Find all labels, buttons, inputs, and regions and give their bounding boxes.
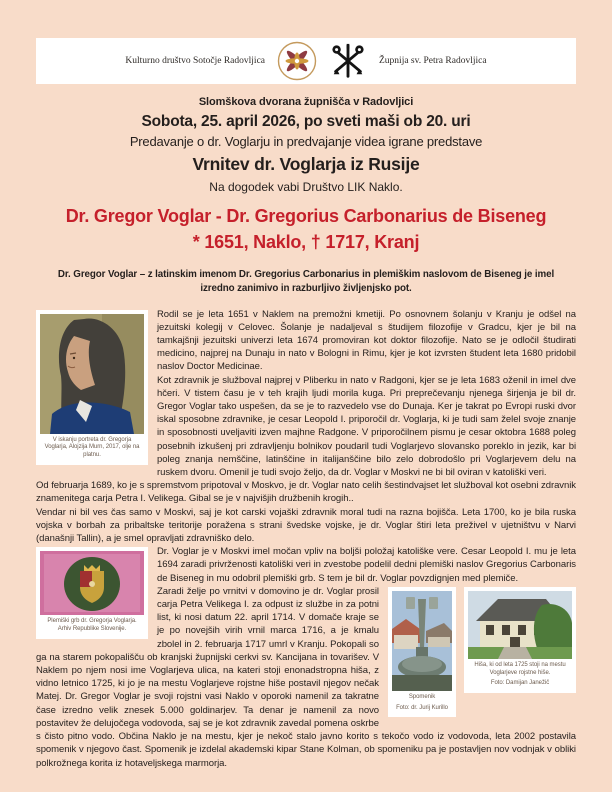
portrait-caption: V iskanju portreta dr. Gregorja Voglarja, Alojzija Murn, 2017, olje na platnu. <box>44 436 140 459</box>
house-credit: Foto: Damijan Janežič <box>490 680 550 687</box>
coat-of-arms-caption-line1: Plemiški grb dr. Gregorja Voglarja. <box>47 618 137 625</box>
header-bar <box>36 38 576 84</box>
paragraph-1: Rodil se je leta 1651 v Naklem na premožni kmetiji. Po osnovnem šolanju v Kranju je odšel na jezuitski kolegij v Celovec. Šolanje je nadaljeval s študijem filozofije v Gradcu, kjer je bil na tamkajšnji jezuitski univerzi leta 1674 promoviran kot doktor filozofije. Nato se je odločil študirati medicino, najprej na Dunaju in nato v Bologni in Rimu, kjer je kot izvrsten študent leta 1680 pridobil naslov Doctor Medicinae. <box>157 308 576 373</box>
monument-figure <box>388 587 456 718</box>
portrait-painting-image <box>40 314 144 434</box>
house-caption-text: Hiša, ki od leta 1725 stoji na mestu Voglarjeve rojstne hiše. <box>474 661 566 676</box>
person-title-line1: Dr. Gregor Voglar - Dr. Gregorius Carbonarius de Biseneg <box>65 206 547 226</box>
coat-of-arms-image <box>40 551 144 615</box>
sotocje-flower-logo-icon <box>277 41 317 81</box>
invitation-line: Na dogodek vabi Društvo LIK Naklo. <box>209 180 403 194</box>
lead-paragraph: Dr. Gregor Voglar – z latinskim imenom Dr. Gregorius Carbonarius in plemiškim naslovom de Biseneg je imel izredno zanimivo in razburljivo življenjsko pot. <box>57 269 555 294</box>
house-photo-image <box>468 591 572 659</box>
zupnija-emblem-icon <box>329 42 367 80</box>
coat-of-arms-caption <box>40 615 144 635</box>
house-caption <box>468 659 572 689</box>
person-title <box>0 203 612 255</box>
photo-figures <box>388 587 576 718</box>
coat-of-arms-caption-line2: Arhiv Republike Slovenije. <box>57 626 127 633</box>
left-org-name: Kulturno društvo Sotočje Radovljica <box>125 56 265 66</box>
paragraph-4: Vendar ni bil ves čas samo v Moskvi, saj je kot carski vojaški zdravnik moral tudi na razna bojišča. Leta 1700, ko je bila ruska vojska v borbah za pribaltske teritorije poražena s strani švedske vojske, je dr. Voglar štiri leta preživel v ujetništvu v Narvi (današnji Tallin), a je smel opravljati zdravniško delo. <box>36 506 576 545</box>
program-line: Predavanje o dr. Voglarju in predvajanje videa igrane predstave <box>129 134 483 149</box>
paragraph-5: Dr. Voglar je v Moskvi imel močan vpliv na boljši položaj katoliške vere. Cesar Leopold I. mu je leta 1694 zaradi privrženosti katoliški veri in zvestobe podelil dedni plemiški naslov Gregorius Carbonaris de Biseneg in mu odobril plemiški grb. S tem je bil dr. Voglar povzdignjen med plemiče. <box>157 546 576 584</box>
monument-caption-text: Spomenik <box>408 693 436 700</box>
coat-of-arms-figure <box>36 547 148 639</box>
house-figure <box>464 587 576 693</box>
article-body <box>36 308 576 770</box>
paragraph-3: Od februarja 1689, ko je s spremstvom pripotoval v Moskvo, je dr. Voglar nato celih šestindvajset let služboval kot osebni zdravnik znamenitega carja Petra I. Velikega. Gibal se je v najvišjih družbenih krogih.. <box>36 480 576 505</box>
venue-line: Slomškova dvorana župnišča v Radovljici <box>198 96 414 108</box>
monument-credit: Foto: dr. Jurij Kurillo <box>396 704 448 711</box>
date-time-line: Sobota, 25. april 2026, po sveti maši ob 20. uri <box>141 113 471 130</box>
right-org-name: Župnija sv. Petra Radovljica <box>379 56 487 66</box>
performance-title: Vrnitev dr. Voglarja iz Rusije <box>192 154 420 174</box>
portrait-figure <box>36 310 148 465</box>
paragraph-2: Kot zdravnik je služboval najprej v Pliberku in nato v Radgoni, kjer se je leta 1683 oženil in imel dve hčeri. V tistem času je v teh krajih ljudi morila kuga. Pri preprečevanju njenega širjenja je bil dr. Gregor Voglar tako uspešen, da se je to razvedelo vse do Dunaja. Ker je takrat po Evropi ruski dvor iskal sposobne zdravnike, je cesar Leopold I. priporočil dr. Voglarja, ki je tudi sam želel svoje znanje in sposobnosti uveljaviti izven majhne Radgone. V priporočilnem pismu je cesar oktobra 1688 poleg posebnih izkušenj pri zdravljenju bolnikov poudaril tudi Voglarjevo slovansko poreklo in jezik, kar bi poleg znanja nemščine, latinščine in italijanščine bilo zelo dobrodošlo pri Voglarjevem delu na ruskem dvoru. Omenil je tudi svojo željo, da dr. Voglar v Moskvi ne bi bil oviran v katoliški veri. <box>157 374 576 479</box>
paragraph-6: Zaradi želje po vrnitvi v domovino je dr. Voglar prosil carja Petra Velikega I. za odpust iz službe in za potni list, ki nosi datum 22. april 1714. V domače kraje se je po novejših virih vrnil marca 1716, a je kmalu zbolel in 2. februarja 1717 umrl v Kranju. Pokopali so ga na starem pokopališču ob kranjski župnijski cerkvi sv. Kancijana in tovarišev. V Naklem po njem nosi ime Voglarjeva ulica, na kateri stoji enonadstropna hiša, z vidno letnico 1725, ki jo je na mestu Voglarjeve rojstne hiše postavil njegov nečak Matej. Dr. Gregor Voglar je svoji rojstni vasi Naklo v oporoki namenil za takratne čase izredno velik znesek 5.000 goldinarjev. Ta denar je namenil za novo postavitev že delujočega vodovoda, saj se je kot zdravnik zavedal pomena oskrbe s čisto pitno vodo. Občina Naklo je na mestu, kjer je nekoč stalo javno korito s tekočo vodo iz vodovoda, leta 2002 postavila spomenik v njegovo čast. Spomenik je izdelal akademski kipar Stane Kolman, ob spomeniku pa je postavljen nov vodnjak v obliki polkrožnega korita iz hotaveljskega marmorja. <box>36 585 576 769</box>
monument-photo-image <box>392 591 452 691</box>
person-title-line2: * 1651, Naklo, † 1717, Kranj <box>192 232 420 253</box>
event-announcement <box>0 96 612 296</box>
monument-caption <box>392 691 452 714</box>
